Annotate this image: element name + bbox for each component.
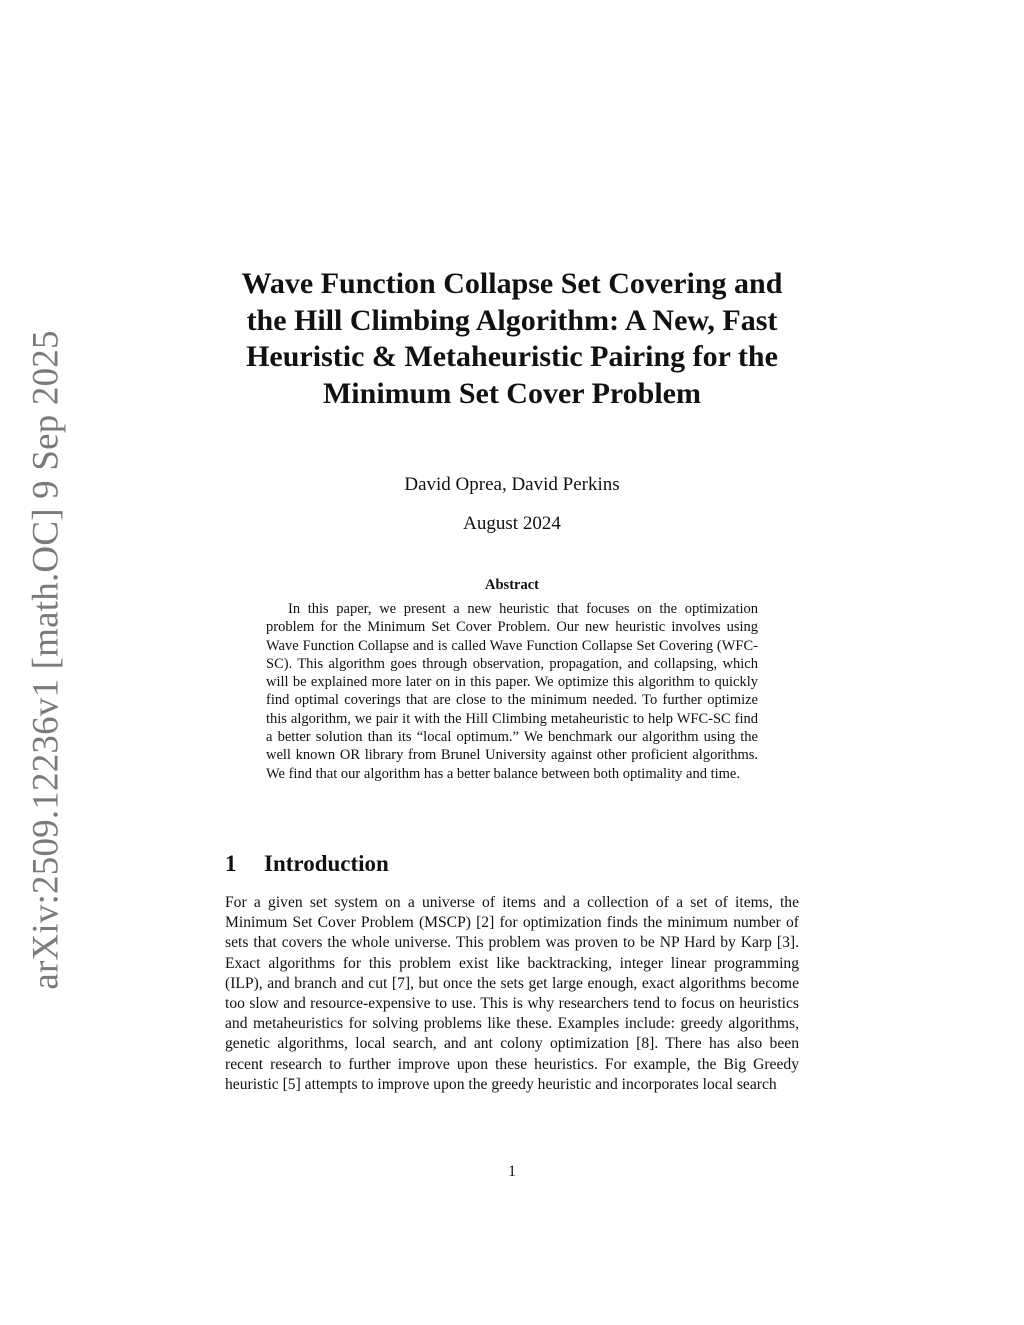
abstract-text: In this paper, we present a new heuristic that focuses on the optimization problem for the Minimum Set Cover Problem. Our new heuristic involves using Wave Function Collapse and is called Wave Function Collapse Set Covering (WFC-SC). This algorithm goes through observation, propagation, and collapsing, which will be explained more later on in this paper. We optimize this algorithm to quickly find optimal coverings that are close to the minimum needed. To further optimize this algorithm, we pair it with the Hill Climbing metaheuristic to help WFC-SC find a better solution than its “local optimum.” We benchmark our algorithm using the well known OR library from Brunel University against other proficient algorithms. We find that our algorithm has a better balance between both optimality and time. [266,601,758,782]
section-heading [225,850,389,878]
paper-title: Wave Function Collapse Set Covering and the Hill Climbing Algorithm: A New, Fast Heuristic & Metaheuristic Pairing for the Minimum Set Cover Problem [241,267,783,410]
section-number: 1 [225,851,237,876]
arxiv-identifier: arXiv:2509.12236v1 [math.OC] 9 Sep 2025 [25,330,67,990]
section-title: Introduction [264,851,389,876]
introduction-text: For a given set system on a universe of items and a collection of a set of items, the Minimum Set Cover Problem (MSCP) [2] for optimization finds the minimum number of sets that covers the whole universe. This problem was proven to be NP Hard by Karp [3]. Exact algorithms for this problem exist like backtracking, integer linear programming (ILP), and branch and cut [7], but once the sets get large enough, exact algorithms become too slow and resource-expensive to use. This is why researchers tend to focus on heuristics and metaheuristics for solving problems like these. Examples include: greedy algorithms, genetic algorithms, local search, and ant colony optimization [8]. There has also been recent research to further improve upon these heuristics. For example, the Big Greedy heuristic [5] attempts to improve upon the greedy heuristic and incorporates local search [225,894,799,1093]
paper-date: August 2024 [463,513,561,534]
paper-authors: David Oprea, David Perkins [404,474,620,495]
page-number: 1 [508,1163,516,1180]
abstract-heading: Abstract [485,577,539,593]
